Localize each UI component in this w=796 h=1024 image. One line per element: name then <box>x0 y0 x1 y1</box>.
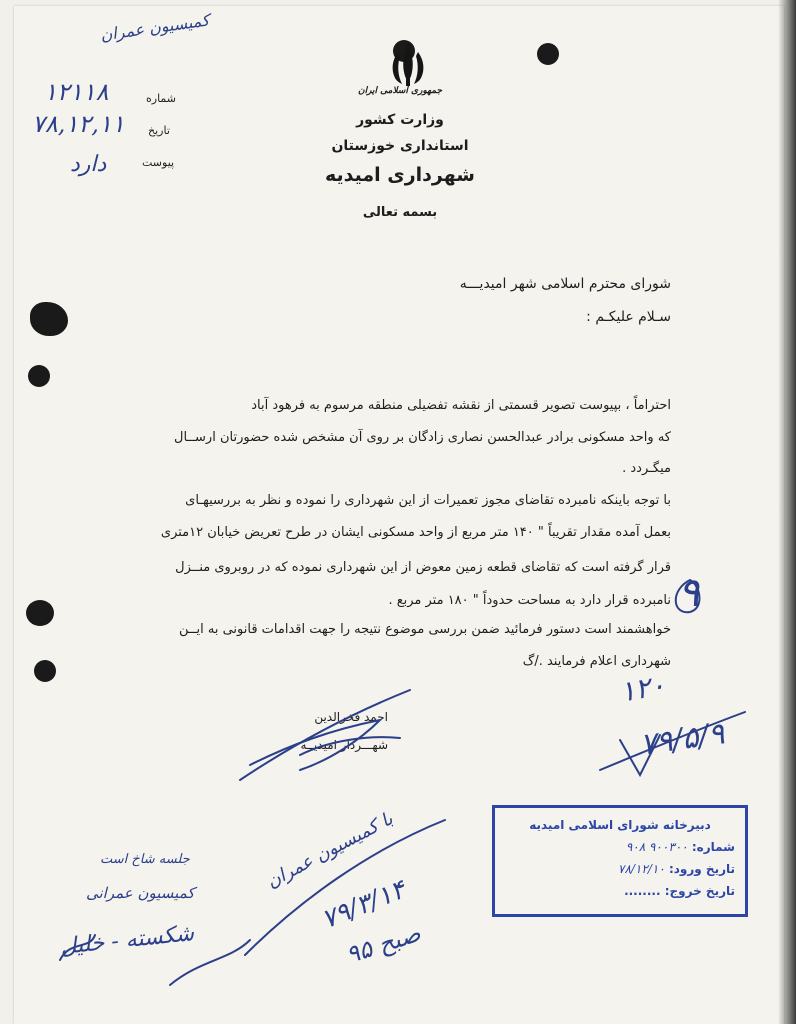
body-line-9: شهرداری اعلام فرمایند ./گ <box>522 654 671 669</box>
greeting-line: سـلام علیکـم : <box>586 309 671 325</box>
bottom-note-6: صبح ۹۵ <box>342 918 424 970</box>
margin-note-3: ۷۹/۵/۹ <box>637 716 727 763</box>
bottom-note-1: جلسه شاخ است <box>100 852 190 867</box>
stamp-exit-row <box>505 880 735 902</box>
stamp-entry-row <box>505 858 735 880</box>
body-line-3: میگـردد . <box>622 461 671 476</box>
stamp-exit-label: تاریخ خروج: <box>664 884 735 898</box>
margin-note-1: ۹ <box>678 570 700 616</box>
date-value: ۷۸,۱۲,۱۱ <box>32 110 125 138</box>
stamp-title: دبیرخانه شورای اسلامی امیدیه <box>529 818 711 832</box>
signatory-name: احمد فخرالدین <box>314 710 388 724</box>
attachment-label: پیوست <box>142 156 175 169</box>
number-label: شماره <box>146 92 177 105</box>
body-line-8: خواهشمند است دستور فرمائید ضمن بررسی موضوع نتیجه را جهت اقدامات قانونی به ایــن <box>178 622 671 637</box>
number-value: ۱۲۱۱۸ <box>44 78 109 106</box>
bottom-note-5: ۷۹/۳/۱۴ <box>317 874 410 936</box>
top-note: کمیسیون عمران <box>99 10 211 45</box>
council-registry-stamp <box>492 805 748 917</box>
ministry-title: وزارت کشور <box>356 112 444 128</box>
body-line-4: با توجه باینکه نامبرده تقاضای مجوز تعمیرات از این شهرداری را نموده و نظر به بررسیهـای <box>185 493 671 508</box>
body-line-5: بعمل آمده مقدار تقریباً " ۱۴۰ متر مربع از واحد مسکونی ایشان در طرح تعریض خیابان ۱۲متری <box>160 525 671 540</box>
stamp-number-row <box>505 836 735 858</box>
municipality-title: شهرداری امیدیه <box>325 164 475 186</box>
stamp-number-value: ۹۰۰۳۰۰ ۹۰۸ <box>625 840 688 854</box>
stamp-entry-label: تاریخ ورود: <box>668 862 735 876</box>
signatory-title: شهـــردار امیدیــه <box>300 738 388 752</box>
invocation: بسمه تعالی <box>362 205 438 220</box>
recipient-line: شورای محترم اسلامی شهر امیدیـــه <box>459 276 671 292</box>
stamp-exit-value: ........ <box>624 884 661 898</box>
stamp-number-label: شماره: <box>691 840 735 854</box>
body-line-7: نامبرده قرار دارد به مساحت حدوداً " ۱۸۰ متر مربع . <box>388 593 671 608</box>
bottom-note-4: با کمیسیون عمران <box>263 808 397 893</box>
province-title: استانداری خوزستان <box>331 138 469 154</box>
date-label: تاریخ <box>148 124 170 137</box>
body-line-1: احتراماً ، بپیوست تصویر قسمتی از نقشه تفضیلی منطقه مرسوم به فرهود آباد <box>251 398 671 413</box>
stamp-entry-value: ۷۸/۱۲/۱۰ <box>618 862 665 876</box>
body-line-2: که واحد مسکونی برادر عبدالحسن نصاری زادگان بر روی آن مشخص شده حضورتان ارســال <box>174 430 671 445</box>
margin-note-2: ۱۲۰ <box>617 668 668 709</box>
emblem-caption: جمهوری اسلامی ایران <box>357 86 443 96</box>
bottom-note-3: شکسته - خلیل <box>59 921 196 960</box>
attachment-value: دارد <box>70 152 107 177</box>
bottom-note-2: کمیسیون عمرانی <box>86 884 195 902</box>
signature-mayor <box>240 690 410 780</box>
body-line-6: قرار گرفته است که تقاضای قطعه زمین معوض از این شهرداری نموده که در روبروی منــزل <box>175 560 671 575</box>
